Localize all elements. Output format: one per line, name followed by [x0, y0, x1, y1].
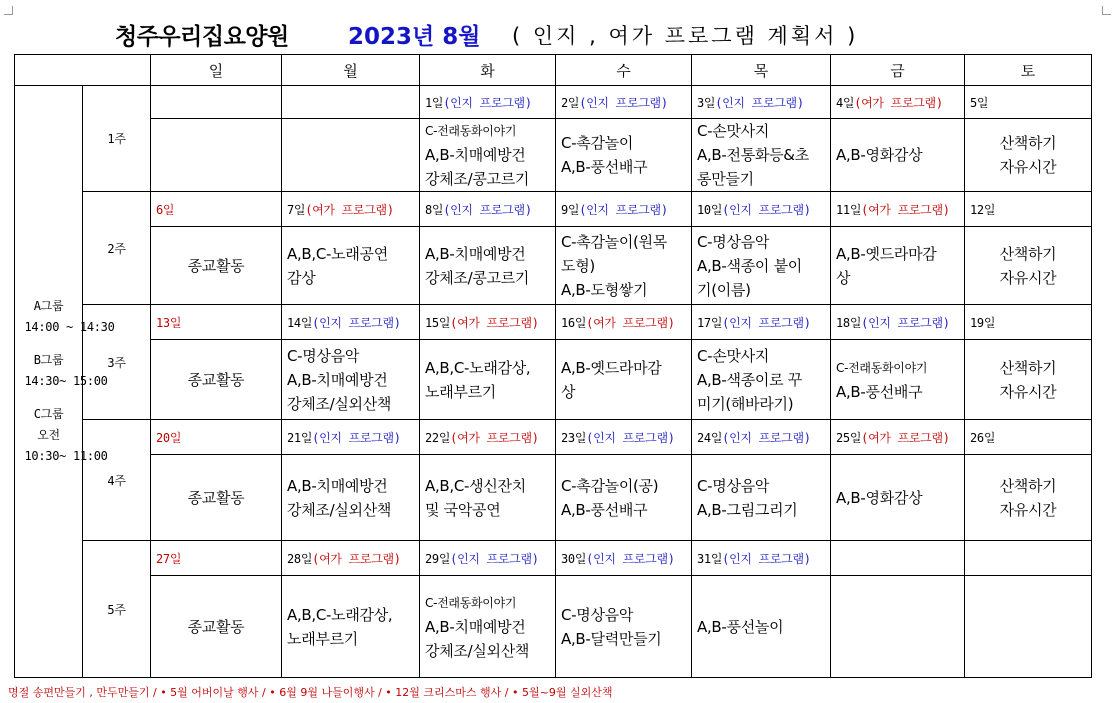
activity-line: 자유시간 [999, 500, 1057, 519]
header-sun: 일 [151, 55, 282, 86]
activity-cell-sun [151, 576, 282, 678]
activity-line: A,B-풍선놀이 [697, 617, 784, 636]
activity-line: A,B-색종이 붙이 [697, 256, 802, 275]
group-c-time: 10:30~ 11:00 [24, 449, 108, 463]
program-type: (여가 프로그램) [312, 551, 401, 566]
day-cell-sun [151, 86, 282, 119]
activity-line: A,B-치매예방건 [425, 146, 526, 164]
activity-line: A,B-옛드라마감 [836, 244, 937, 263]
day-cell-sat [965, 541, 1092, 576]
activity-line: A,B-색종이로 꾸 [697, 370, 802, 389]
activity-line: A,B-도형쌓기 [561, 280, 648, 299]
day-number: 30일 [561, 551, 587, 566]
activity-line: A,B-풍선배구 [561, 500, 648, 519]
day-cell-sat [965, 305, 1092, 340]
day-number: 2일 [561, 95, 580, 110]
program-type: (여가 프로그램) [450, 430, 539, 445]
activity-line: 종교활동 [187, 256, 245, 275]
day-number: 26일 [970, 430, 996, 445]
activity-line: C-손맛사지 [697, 346, 770, 365]
activity-line: 산책하기 [999, 476, 1057, 495]
program-type: (인지 프로그램) [722, 430, 811, 445]
activity-line: 산책하기 [999, 244, 1057, 263]
day-number: 14일 [287, 315, 313, 330]
activity-line: 자유시간 [999, 268, 1057, 287]
activity-line: 기(이름) [697, 280, 751, 299]
program-type: (여가 프로그램) [450, 315, 539, 330]
day-cell-thu [692, 86, 831, 119]
week-dates-row [15, 86, 1092, 119]
day-cell-thu [692, 192, 831, 227]
activity-line: C-촉감놀이(공) [561, 476, 659, 495]
header-wed: 수 [556, 55, 692, 86]
group-a-label: A그룹 [33, 299, 64, 313]
title-subtitle: ( 인지 , 여가 프로그램 계획서 ) [512, 24, 859, 48]
program-type: (인지 프로그램) [722, 315, 811, 330]
day-cell-fri [831, 305, 965, 340]
day-cell-wed [556, 541, 692, 576]
activity-cell-fri [831, 340, 965, 420]
day-number: 17일 [697, 315, 723, 330]
activity-cell-sun [151, 227, 282, 305]
day-cell-sat [965, 86, 1092, 119]
program-type: (여가 프로그램) [861, 430, 950, 445]
day-number: 5일 [970, 95, 989, 110]
activity-cell-fri [831, 119, 965, 192]
activity-line: 강체조/콩고르기 [425, 170, 530, 188]
activity-line: C-명상음악 [697, 476, 770, 495]
day-cell-wed [556, 86, 692, 119]
activity-cell-mon [282, 119, 420, 192]
program-type: (인지 프로그램) [579, 95, 668, 110]
program-type: (인지 프로그램) [443, 95, 532, 110]
day-number: 7일 [287, 202, 306, 217]
week-dates-row [15, 192, 1092, 227]
program-type: (인지 프로그램) [579, 202, 668, 217]
day-cell-tue [420, 420, 556, 455]
activity-cell-thu [692, 455, 831, 541]
group-c-sub: 오전 [37, 428, 60, 442]
program-type: (인지 프로그램) [722, 202, 811, 217]
day-cell-mon [282, 86, 420, 119]
day-number: 13일 [156, 315, 182, 330]
activity-line: A,B-풍선배구 [836, 382, 923, 401]
program-type: (여가 프로그램) [861, 202, 950, 217]
activity-line: 노래부르기 [287, 629, 358, 648]
program-type: (여가 프로그램) [305, 202, 394, 217]
activity-cell-sun [151, 455, 282, 541]
program-calendar [14, 54, 1092, 678]
activity-line: C-촉감놀이(원목 [561, 232, 667, 251]
activity-line: C-명상음악 [287, 346, 360, 365]
day-cell-thu [692, 420, 831, 455]
activity-line: 강체조/실외산책 [425, 641, 530, 660]
week-dates-row [15, 541, 1092, 576]
week-activities-row [15, 576, 1092, 678]
header-sat: 토 [965, 55, 1092, 86]
day-cell-fri [831, 192, 965, 227]
week-label: 1주 [83, 86, 151, 192]
week-activities-row [15, 227, 1092, 305]
day-cell-fri [831, 541, 965, 576]
activity-line: A,B-풍선배구 [561, 158, 648, 176]
program-type: (인지 프로그램) [312, 315, 401, 330]
activity-line: 자유시간 [999, 382, 1057, 401]
activity-line: A,B-옛드라마감 [561, 358, 662, 377]
program-type: (인지 프로그램) [861, 315, 950, 330]
activity-line: C-전래동화이야기 [425, 124, 517, 138]
activity-cell-tue [420, 576, 556, 678]
day-number: 15일 [425, 315, 451, 330]
day-number: 12일 [970, 202, 996, 217]
activity-cell-thu [692, 119, 831, 192]
activity-line: A,B,C-노래감상, [287, 605, 393, 624]
activity-line: 도형) [561, 256, 595, 275]
day-number: 22일 [425, 430, 451, 445]
activity-cell-thu [692, 576, 831, 678]
day-number: 21일 [287, 430, 313, 445]
activity-cell-wed [556, 119, 692, 192]
program-type: (여가 프로그램) [586, 315, 675, 330]
group-c-label: C그룹 [33, 407, 64, 421]
activity-line: A,B-치매예방건 [425, 244, 526, 263]
header-blank [15, 55, 151, 86]
header-thu: 목 [692, 55, 831, 86]
activity-cell-thu [692, 227, 831, 305]
activity-cell-tue [420, 340, 556, 420]
header-tue: 화 [420, 55, 556, 86]
activity-line: 강체조/콩고르기 [425, 268, 530, 287]
week-label: 2주 [83, 192, 151, 305]
activity-line: 상 [561, 382, 576, 401]
activity-line: A,B-영화감상 [836, 146, 923, 164]
activity-line: 노래부르기 [425, 382, 496, 401]
activity-cell-mon [282, 455, 420, 541]
activity-line: C-명상음악 [561, 605, 634, 624]
week-activities-row [15, 340, 1092, 420]
activity-line: 감상 [287, 268, 316, 287]
activity-line: 상 [836, 268, 851, 287]
program-type: (인지 프로그램) [312, 430, 401, 445]
day-cell-sun [151, 541, 282, 576]
group-schedule-cell [15, 86, 115, 678]
day-number: 16일 [561, 315, 587, 330]
day-cell-wed [556, 192, 692, 227]
header-fri: 금 [831, 55, 965, 86]
spacer [15, 392, 82, 404]
week-activities-row [15, 119, 1092, 192]
activity-line: 종교활동 [187, 370, 245, 389]
day-cell-fri [831, 420, 965, 455]
day-cell-mon [282, 541, 420, 576]
day-number: 6일 [156, 202, 175, 217]
activity-line: 자유시간 [999, 158, 1057, 176]
group-a-time: 14:00 ~ 14:30 [24, 320, 115, 334]
week-label: 3주 [83, 305, 151, 420]
activity-cell-sat [965, 576, 1092, 678]
header-mon: 월 [282, 55, 420, 86]
footer-note: 명절 송편만들기 , 만두만들기 / • 5월 어버이날 행사 / • 6월 9월 나들이행사 / • 12월 크리스마스 행사 / • 5월~9월 실외산책 [8, 686, 613, 699]
activity-line: 산책하기 [999, 358, 1057, 377]
day-number: 28일 [287, 551, 313, 566]
org-name: 청주우리집요양원 [115, 24, 289, 50]
activity-line: C-촉감놀이 [561, 134, 634, 152]
activity-cell-wed [556, 576, 692, 678]
week-dates-row [15, 305, 1092, 340]
activity-cell-wed [556, 227, 692, 305]
activity-line: A,B-영화감상 [836, 488, 923, 507]
program-type: (인지 프로그램) [715, 95, 804, 110]
activity-cell-tue [420, 227, 556, 305]
program-type: (인지 프로그램) [722, 551, 811, 566]
program-type: (인지 프로그램) [586, 551, 675, 566]
activity-line: A,B-전통화등&초 [697, 146, 809, 164]
activity-line: 종교활동 [187, 488, 245, 507]
day-number: 8일 [425, 202, 444, 217]
weekday-header-row [15, 55, 1092, 86]
day-number: 29일 [425, 551, 451, 566]
calendar-body [15, 86, 1092, 678]
activity-line: C-명상음악 [697, 232, 770, 251]
day-number: 9일 [561, 202, 580, 217]
activity-line: A,B-치매예방건 [425, 617, 526, 636]
activity-line: 미기(해바라기) [697, 394, 794, 413]
activity-cell-mon [282, 340, 420, 420]
spacer [15, 338, 82, 350]
week-dates-row [15, 420, 1092, 455]
day-cell-mon [282, 305, 420, 340]
activity-line: C-전래동화이야기 [836, 360, 928, 375]
activity-cell-sat [965, 340, 1092, 420]
activity-cell-sat [965, 455, 1092, 541]
day-number: 31일 [697, 551, 723, 566]
week-label: 5주 [83, 541, 151, 678]
day-cell-tue [420, 305, 556, 340]
page-corner-mark-left [4, 6, 13, 15]
day-cell-tue [420, 86, 556, 119]
day-cell-wed [556, 420, 692, 455]
program-type: (인지 프로그램) [443, 202, 532, 217]
day-number: 3일 [697, 95, 716, 110]
day-cell-sun [151, 192, 282, 227]
activity-cell-sat [965, 227, 1092, 305]
activity-line: A,B,C-노래감상, [425, 358, 531, 377]
activity-line: A,B-그림그리기 [697, 500, 798, 519]
day-number: 18일 [836, 315, 862, 330]
activity-line: C-전래동화이야기 [425, 595, 517, 610]
activity-cell-mon [282, 227, 420, 305]
activity-cell-fri [831, 576, 965, 678]
day-number: 20일 [156, 430, 182, 445]
activity-line: A,B-치매예방건 [287, 476, 388, 495]
activity-cell-fri [831, 227, 965, 305]
activity-line: A,B-치매예방건 [287, 370, 388, 389]
program-type: (인지 프로그램) [450, 551, 539, 566]
activity-line: A,B-달력만들기 [561, 629, 662, 648]
activity-line: 롱만들기 [697, 170, 754, 188]
day-number: 1일 [425, 95, 444, 110]
activity-line: A,B,C-생신잔치 [425, 476, 526, 495]
activity-line: 및 국악공연 [425, 500, 501, 519]
day-number: 10일 [697, 202, 723, 217]
page-corner-mark-right [1102, 6, 1111, 15]
week-activities-row [15, 455, 1092, 541]
day-cell-sun [151, 420, 282, 455]
program-type: (여가 프로그램) [854, 95, 943, 110]
activity-cell-sat [965, 119, 1092, 192]
program-type: (인지 프로그램) [586, 430, 675, 445]
activity-cell-tue [420, 455, 556, 541]
day-number: 27일 [156, 551, 182, 566]
activity-line: 종교활동 [187, 617, 245, 636]
day-cell-wed [556, 305, 692, 340]
activity-line: C-손맛사지 [697, 122, 770, 140]
activity-cell-tue [420, 119, 556, 192]
activity-cell-thu [692, 340, 831, 420]
day-cell-mon [282, 192, 420, 227]
day-cell-thu [692, 305, 831, 340]
activity-line: 강체조/실외산책 [287, 394, 392, 413]
day-number: 4일 [836, 95, 855, 110]
day-cell-thu [692, 541, 831, 576]
day-number: 19일 [970, 315, 996, 330]
day-cell-sat [965, 192, 1092, 227]
activity-line: A,B,C-노래공연 [287, 244, 388, 263]
activity-cell-wed [556, 340, 692, 420]
day-cell-sun [151, 305, 282, 340]
day-cell-sat [965, 420, 1092, 455]
day-cell-tue [420, 541, 556, 576]
day-number: 24일 [697, 430, 723, 445]
day-cell-fri [831, 86, 965, 119]
activity-cell-mon [282, 576, 420, 678]
activity-cell-sun [151, 119, 282, 192]
week-label: 4주 [83, 420, 151, 541]
day-cell-tue [420, 192, 556, 227]
activity-cell-wed [556, 455, 692, 541]
group-b-label: B그룹 [33, 353, 64, 367]
day-number: 11일 [836, 202, 862, 217]
activity-line: 산책하기 [999, 134, 1057, 152]
activity-cell-fri [831, 455, 965, 541]
document-title [0, 18, 1117, 50]
day-number: 23일 [561, 430, 587, 445]
day-cell-mon [282, 420, 420, 455]
activity-cell-sun [151, 340, 282, 420]
title-month: 2023년 8월 [348, 24, 481, 50]
day-number: 25일 [836, 430, 862, 445]
activity-line: 강체조/실외산책 [287, 500, 392, 519]
group-b-time: 14:30~ 15:00 [24, 374, 108, 388]
